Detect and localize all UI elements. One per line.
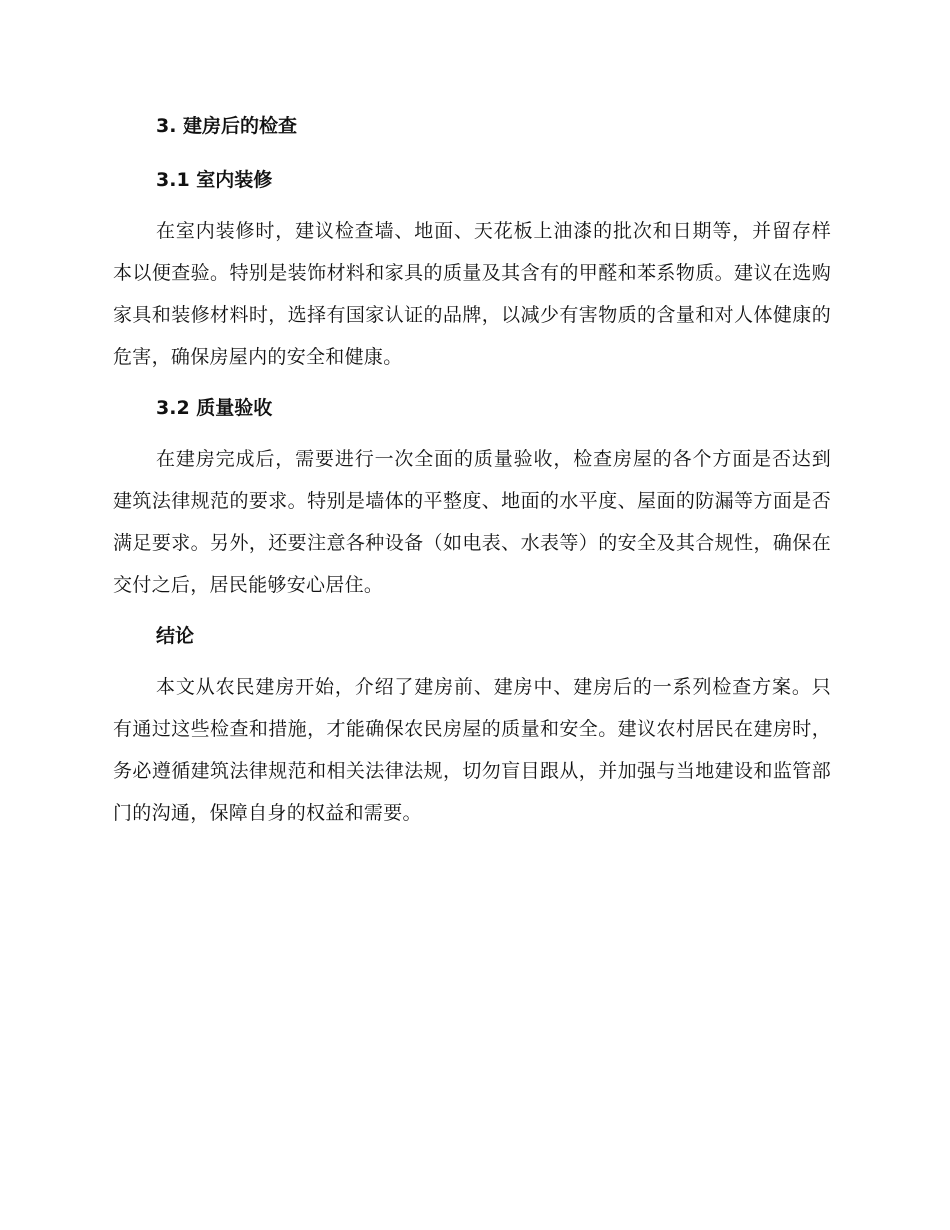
paragraph-acceptance: 在建房完成后，需要进行一次全面的质量验收，检查房屋的各个方面是否达到建筑法律规范的要求。特别是墙体的平整度、地面的水平度、屋面的防漏等方面是否满足要求。另外，还要注意各种设备（如电表、水表等）的安全及其合规性，确保在交付之后，居民能够安心居住。 <box>113 448 831 596</box>
paragraph-interior: 在室内装修时，建议检查墙、地面、天花板上油漆的批次和日期等，并留存样本以便查验。特别是装饰材料和家具的质量及其含有的甲醛和苯系物质。建议在选购家具和装修材料时，选择有国家认证的品牌，以减少有害物质的含量和对人体健康的危害，确保房屋内的安全和健康。 <box>113 220 831 368</box>
section-title: 3. 建房后的检查 <box>156 115 298 137</box>
subsection-heading-interior: 3.1 室内装修 <box>156 169 273 191</box>
conclusion-heading: 结论 <box>156 625 195 647</box>
paragraph-conclusion: 本文从农民建房开始，介绍了建房前、建房中、建房后的一系列检查方案。只有通过这些检查和措施，才能确保农民房屋的质量和安全。建议农村居民在建房时，务必遵循建筑法律规范和相关法律法规，切勿盲目跟从，并加强与当地建设和监管部门的沟通，保障自身的权益和需要。 <box>113 676 831 824</box>
document-body <box>113 110 831 848</box>
subsection-heading-acceptance: 3.2 质量验收 <box>156 397 273 419</box>
